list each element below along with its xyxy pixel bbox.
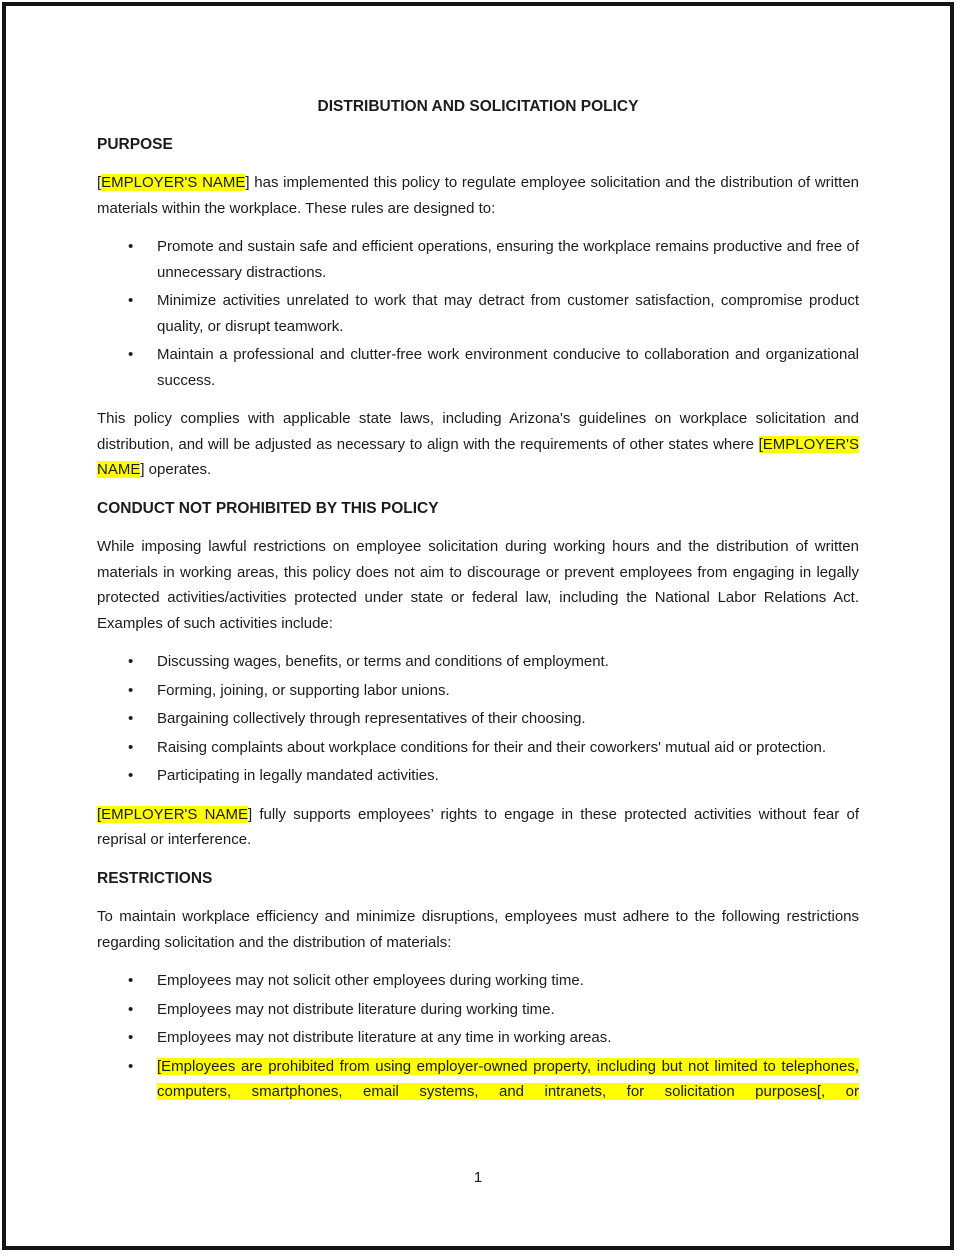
list-item xyxy=(157,735,859,761)
document-title: DISTRIBUTION AND SOLICITATION POLICY xyxy=(317,98,639,115)
list-item-text: Maintain a professional and clutter-free work environment conducive to collaboration and organizational success. xyxy=(157,346,859,389)
document-page xyxy=(2,2,954,1250)
text-segment: ] operates. xyxy=(140,461,212,478)
list-item-text: Promote and sustain safe and efficient operations, ensuring the workplace remains productive and free of unnecessary distractions. xyxy=(157,238,859,281)
list-item-text: Employees may not solicit other employees during working time. xyxy=(157,972,584,989)
text-segment: [ xyxy=(97,174,102,191)
section-heading-conduct: CONDUCT NOT PROHIBITED BY THIS POLICY xyxy=(97,499,439,517)
list-item xyxy=(157,1025,859,1051)
restrictions-bullet-list xyxy=(97,968,859,1105)
paragraph-purpose-intro xyxy=(97,170,859,221)
list-item xyxy=(157,997,859,1023)
employer-name-placeholder: EMPLOYER'S NAME xyxy=(101,174,246,191)
list-item xyxy=(157,706,859,732)
list-item xyxy=(157,678,859,704)
list-item-text: Participating in legally mandated activities. xyxy=(157,767,439,784)
section-heading-purpose: PURPOSE xyxy=(97,135,173,153)
employer-name-placeholder: [EMPLOYER'S NAME xyxy=(97,435,859,478)
page-number: 1 xyxy=(473,1168,483,1186)
list-item xyxy=(157,968,859,994)
paragraph-conduct-closing xyxy=(97,802,859,853)
list-item-text: Forming, joining, or supporting labor unions. xyxy=(157,681,450,699)
section-heading-restrictions: RESTRICTIONS xyxy=(97,869,213,887)
list-item-text: Minimize activities unrelated to work that may detract from customer satisfaction, compromise product quality, or disrupt teamwork. xyxy=(157,292,859,335)
document-content xyxy=(6,6,950,1105)
list-item xyxy=(157,763,859,789)
employer-name-placeholder: [EMPLOYER'S NAME xyxy=(97,805,248,823)
list-item-text: Employees may not distribute literature during working time. xyxy=(157,1000,555,1018)
purpose-bullet-list xyxy=(97,234,859,393)
text-segment: ] fully supports employees’ rights to engage in these protected activities without fear of reprisal or interference. xyxy=(97,805,859,848)
list-item xyxy=(157,288,859,339)
list-item-text: Bargaining collectively through representatives of their choosing. xyxy=(157,710,586,727)
highlighted-list-item-text: [Employees are prohibited from using employer-owned property, including but not limited to telephones, computers, smartphones, email systems, and intranets, for solicitation purposes[, or xyxy=(157,1057,859,1100)
list-item xyxy=(157,234,859,285)
list-item xyxy=(157,1054,859,1105)
conduct-bullet-list xyxy=(97,649,859,789)
paragraph-restrictions-intro: To maintain workplace efficiency and minimize disruptions, employees must adhere to the following restrictions regarding solicitation and the distribution of materials: xyxy=(97,908,859,951)
list-item xyxy=(157,649,859,675)
text-segment: This policy complies with applicable state laws, including Arizona's guidelines on workplace solicitation and distribution, and will be adjusted as necessary to align with the requirements of other states where xyxy=(97,410,859,453)
list-item-text: Employees may not distribute literature at any time in working areas. xyxy=(157,1029,612,1046)
paragraph-conduct-intro: While imposing lawful restrictions on employee solicitation during working hours and the distribution of written materials in working areas, this policy does not aim to discourage or prevent employees from engaging in legally protected activities/activities protected under state or federal law, including the National Labor Relations Act. Examples of such activities include: xyxy=(97,538,859,632)
paragraph-purpose-closing xyxy=(97,406,859,483)
list-item xyxy=(157,342,859,393)
text-segment: ] has implemented this policy to regulate employee solicitation and the distribution of written materials within the workplace. These rules are designed to: xyxy=(97,174,860,217)
list-item-text: Discussing wages, benefits, or terms and conditions of employment. xyxy=(157,653,609,670)
list-item-text: Raising complaints about workplace conditions for their and their coworkers' mutual aid or protection. xyxy=(157,738,827,756)
